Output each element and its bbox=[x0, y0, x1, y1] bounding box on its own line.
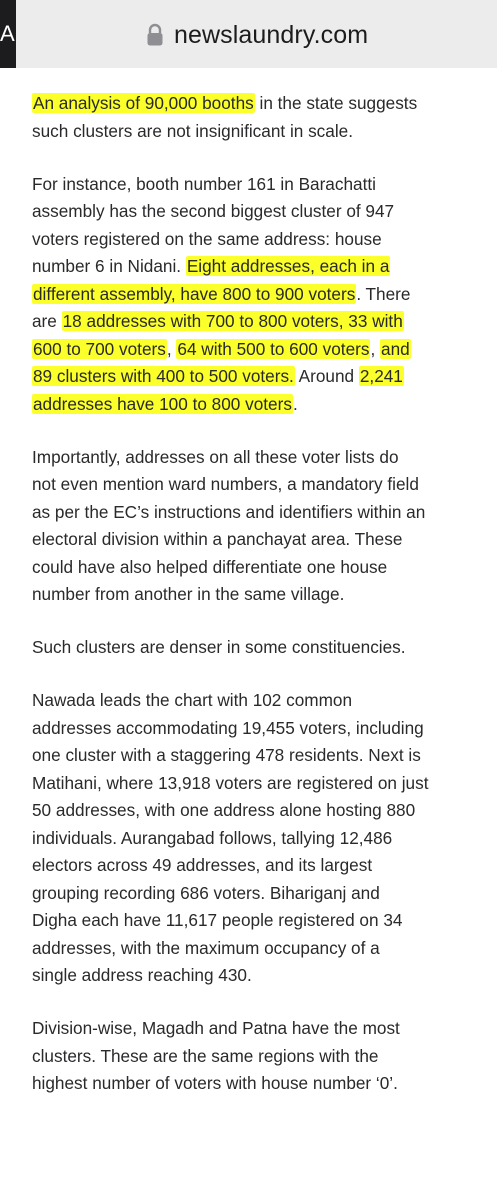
highlighted-text: Eight addresses, each in a bbox=[186, 256, 390, 276]
text-line bbox=[32, 1015, 487, 1043]
text-run: assembly has the second biggest cluster of 947 bbox=[32, 201, 395, 221]
text-line bbox=[32, 336, 487, 364]
text-line bbox=[32, 1043, 487, 1071]
browser-address-bar bbox=[0, 0, 497, 68]
text-run: in the state suggests bbox=[254, 93, 418, 113]
url-field[interactable] bbox=[146, 18, 368, 52]
text-line bbox=[32, 687, 487, 715]
highlighted-text: An analysis of 90,000 booths bbox=[33, 93, 254, 113]
article-paragraph bbox=[32, 171, 487, 419]
text-line bbox=[32, 797, 487, 825]
url-text: newslaundry.com bbox=[174, 20, 369, 49]
text-run: are bbox=[32, 311, 62, 331]
text-line bbox=[32, 907, 487, 935]
text-run: individuals. Aurangabad follows, tallying 12,486 bbox=[32, 827, 393, 848]
text-line bbox=[32, 715, 487, 743]
text-line bbox=[32, 825, 487, 853]
text-run: For instance, booth number 161 in Barachatti bbox=[32, 173, 376, 194]
text-run: , bbox=[370, 338, 381, 359]
text-run: addresses, with the maximum occupancy of a bbox=[32, 937, 380, 958]
text-run: highest number of voters with house number ‘0’. bbox=[32, 1073, 398, 1093]
text-line bbox=[32, 471, 487, 499]
text-run: number from another in the same village. bbox=[32, 584, 345, 604]
highlighted-text: 2,241 bbox=[359, 366, 403, 386]
text-line bbox=[32, 226, 487, 254]
text-line bbox=[32, 742, 487, 770]
text-line bbox=[32, 1070, 487, 1098]
highlighted-text: different assembly, have 800 to 900 voters bbox=[33, 283, 356, 304]
text-line bbox=[32, 935, 487, 963]
text-run: voters registered on the same address: house bbox=[32, 228, 382, 249]
text-line bbox=[32, 118, 487, 146]
highlighted-text: 64 with 500 to 600 voters bbox=[177, 338, 370, 359]
text-line bbox=[32, 253, 487, 281]
text-line bbox=[32, 444, 487, 472]
text-run: as per the EC’s instructions and identifiers within an bbox=[32, 501, 426, 522]
text-run: number 6 in Nidani. bbox=[32, 256, 186, 276]
text-run: Division-wise, Magadh and Patna have the most bbox=[32, 1018, 400, 1038]
text-line bbox=[32, 90, 487, 118]
text-line bbox=[32, 634, 487, 662]
text-run: . There bbox=[356, 283, 411, 304]
article-paragraph bbox=[32, 634, 487, 662]
text-line bbox=[32, 581, 487, 609]
text-run: single address reaching 430. bbox=[32, 965, 252, 985]
highlighted-text: and bbox=[381, 338, 410, 359]
text-line bbox=[32, 770, 487, 798]
text-line bbox=[32, 281, 487, 309]
text-run: such clusters are not insignificant in scale. bbox=[32, 120, 353, 141]
text-run: . bbox=[292, 393, 298, 414]
text-run: 50 addresses, with one address alone hosting 880 bbox=[32, 800, 416, 820]
text-run: one cluster with a staggering 478 residents. Next is bbox=[32, 745, 421, 765]
text-run: not even mention ward numbers, a mandatory field bbox=[32, 474, 419, 494]
article-paragraph bbox=[32, 1015, 487, 1098]
text-run: Nawada leads the chart with 102 common bbox=[32, 690, 353, 710]
text-run: , bbox=[166, 338, 177, 359]
article-paragraph bbox=[32, 687, 487, 990]
text-run: addresses accommodating 19,455 voters, including bbox=[32, 717, 424, 738]
text-run: Importantly, addresses on all these voter lists do bbox=[32, 446, 399, 467]
highlighted-text: addresses have 100 to 800 voters bbox=[33, 393, 292, 414]
text-run: clusters. These are the same regions with the bbox=[32, 1045, 379, 1066]
text-run: Such clusters are denser in some constituencies. bbox=[32, 637, 406, 657]
text-line bbox=[32, 852, 487, 880]
highlighted-text: 18 addresses with 700 to 800 voters, 33 with bbox=[62, 311, 403, 331]
text-line bbox=[32, 171, 487, 199]
article-paragraph bbox=[32, 90, 487, 145]
text-line bbox=[32, 554, 487, 582]
text-run: could have also helped differentiate one house bbox=[32, 556, 388, 577]
text-line bbox=[32, 391, 487, 419]
text-line bbox=[32, 526, 487, 554]
lock-icon bbox=[146, 23, 164, 47]
text-line bbox=[32, 198, 487, 226]
highlighted-text: 600 to 700 voters bbox=[33, 338, 166, 359]
previous-tab-edge[interactable]: A bbox=[0, 0, 16, 68]
text-line bbox=[32, 308, 487, 336]
text-run: electoral division within a panchayat area. These bbox=[32, 529, 403, 549]
article-paragraph bbox=[32, 444, 487, 609]
text-run: Matihani, where 13,918 voters are registered on just bbox=[32, 772, 429, 793]
text-run: Digha each have 11,617 people registered on 34 bbox=[32, 910, 403, 930]
article-body bbox=[32, 90, 487, 1123]
highlighted-text: 89 clusters with 400 to 500 voters. bbox=[33, 366, 294, 386]
text-line bbox=[32, 962, 487, 990]
text-line bbox=[32, 499, 487, 527]
text-run: electors across 49 addresses, and its largest bbox=[32, 855, 373, 875]
text-line bbox=[32, 880, 487, 908]
text-run: grouping recording 686 voters. Bihariganj and bbox=[32, 882, 380, 903]
text-run: Around bbox=[294, 366, 359, 386]
text-line bbox=[32, 363, 487, 391]
